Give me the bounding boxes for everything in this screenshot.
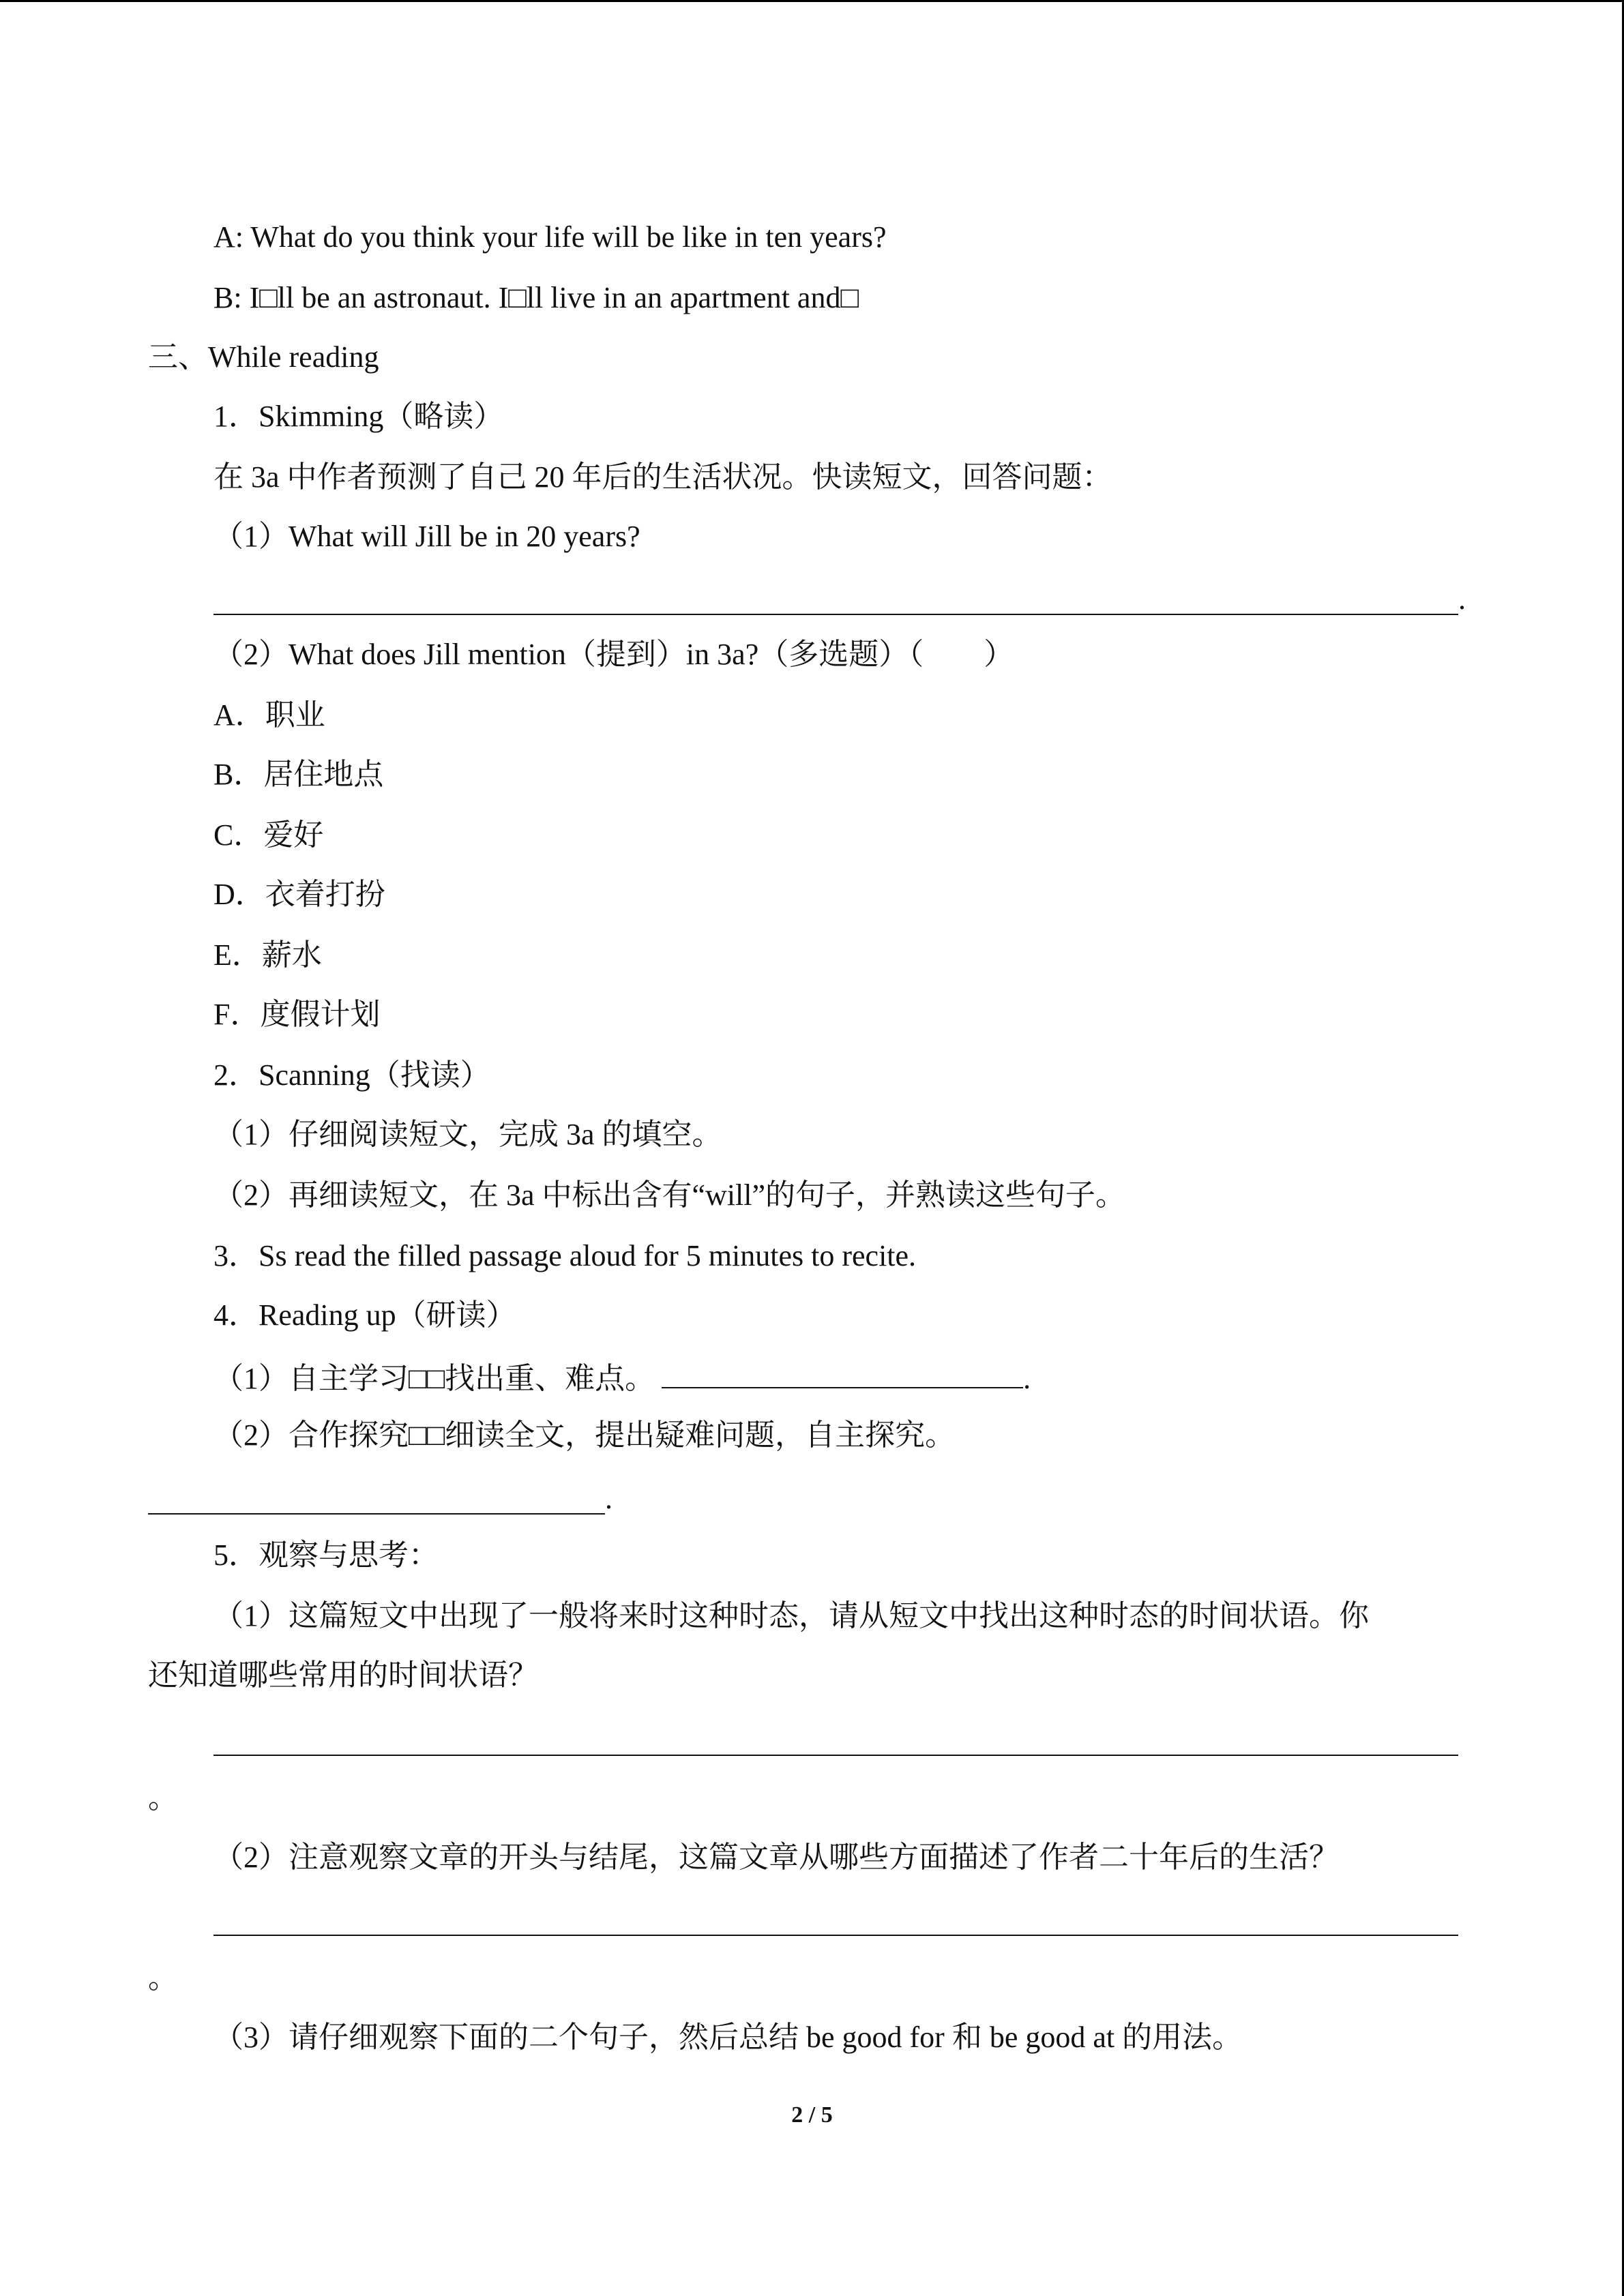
reading-up-item-1-end: . <box>1023 1362 1031 1395</box>
reading-up-title: 4．Reading up（研读） <box>213 1298 516 1332</box>
answer-line-questions[interactable] <box>148 1513 605 1515</box>
option-c: C．爱好 <box>213 818 324 852</box>
observe-q1-line1: （1）这篇短文中出现了一般将来时这种时态，请从短文中找出这种时态的时间状语。你 <box>213 1599 1369 1632</box>
skimming-title: 1．Skimming（略读） <box>213 400 504 433</box>
skimming-intro: 在 3a 中作者预测了自己 20 年后的生活状况。快读短文，回答问题： <box>213 460 1112 494</box>
answer-end-questions: . <box>605 1482 612 1515</box>
observe-q1-line2: 还知道哪些常用的时间状语？ <box>148 1658 538 1692</box>
scanning-item-2: （2）再细读短文，在 3a 中标出含有“will”的句子，并熟读这些句子。 <box>213 1178 1126 1212</box>
skimming-q1: （1）What will Jill be in 20 years? <box>213 520 640 553</box>
answer-end-q1: . <box>1458 582 1466 616</box>
reading-up-item-1 <box>213 1357 1031 1398</box>
answer-line-key-points[interactable] <box>662 1357 1023 1388</box>
observe-q2: （2）注意观察文章的开头与结尾，这篇文章从哪些方面描述了作者二十年后的生活？ <box>213 1840 1339 1874</box>
option-e: E．薪水 <box>213 938 322 972</box>
observe-q3: （3）请仔细观察下面的二个句子，然后总结 be good for 和 be good at 的用法。 <box>213 2021 1243 2054</box>
scanning-item-1: （1）仔细阅读短文，完成 3a 的填空。 <box>213 1118 722 1151</box>
reading-up-item-1-text: （1）自主学习□□找出重、难点。 <box>213 1362 655 1395</box>
page-number: 2 / 5 <box>791 2102 833 2128</box>
scanning-title: 2．Scanning（找读） <box>213 1058 490 1092</box>
dialogue-b: B: I□ll be an astronaut. I□ll live in an apartment and□ <box>213 281 859 314</box>
option-d: D．衣着打扮 <box>213 878 385 911</box>
answer-line-observe-q1[interactable] <box>213 1755 1458 1756</box>
option-b: B．居住地点 <box>213 758 384 791</box>
reading-up-item-2: （2）合作探究□□细读全文，提出疑难问题，自主探究。 <box>213 1418 956 1452</box>
option-a: A．职业 <box>213 698 325 732</box>
recite-item: 3．Ss read the filled passage aloud for 5 minutes to recite. <box>213 1239 917 1272</box>
answer-line-observe-q2[interactable] <box>213 1935 1458 1936</box>
skimming-q2: （2）What does Jill mention（提到）in 3a?（多选题）（ ） <box>213 638 1014 671</box>
answer-end-observe-q1: 。 <box>148 1781 178 1815</box>
dialogue-a: A: What do you think your life will be like in ten years? <box>213 220 887 254</box>
option-f: F．度假计划 <box>213 998 381 1031</box>
answer-line-q1[interactable] <box>213 614 1458 615</box>
answer-end-observe-q2: 。 <box>148 1961 178 1995</box>
observe-title: 5．观察与思考： <box>213 1538 439 1572</box>
section-heading: 三、While reading <box>148 340 379 374</box>
